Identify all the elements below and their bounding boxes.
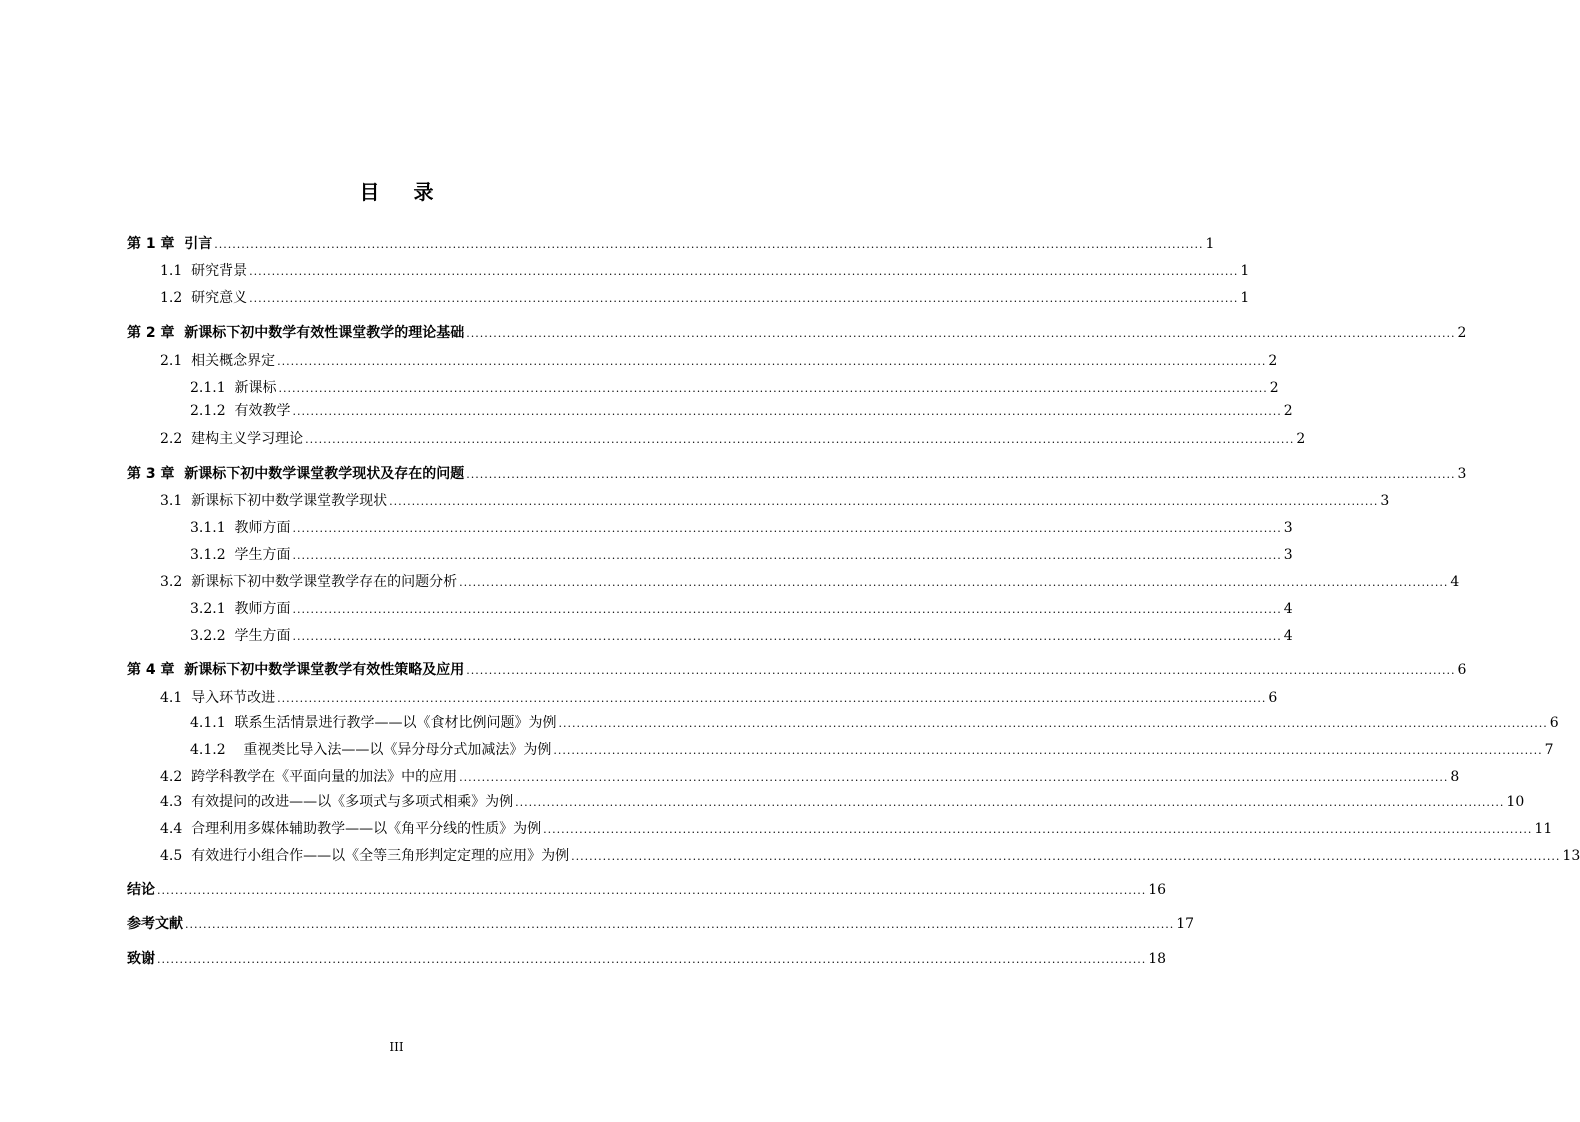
toc-entry[interactable] [190, 713, 1559, 733]
toc-entry-label: 4.1 导入环节改进 [160, 690, 276, 706]
toc-entry-page-number: 3 [1283, 520, 1293, 536]
toc-entry[interactable] [160, 819, 1553, 839]
toc-entry[interactable] [127, 880, 1167, 900]
toc-entry-label: 2.1.1 新课标 [190, 380, 277, 396]
toc-entry-label: 3.2.2 学生方面 [190, 628, 291, 644]
toc-entry-label: 2.2 建构主义学习理论 [160, 431, 304, 447]
toc-entry-page-number: 4 [1283, 628, 1293, 644]
toc-entry-page-number: 6 [1549, 715, 1559, 731]
toc-entry-page-number: 11 [1534, 821, 1553, 837]
toc-entry-label: 4.4 合理利用多媒体辅助教学——以《角平分线的性质》为例 [160, 821, 542, 837]
toc-entry-label: 第 3 章 新课标下初中数学课堂教学现状及存在的问题 [127, 466, 465, 482]
toc-entry-label: 2.1 相关概念界定 [160, 353, 276, 369]
toc-entry[interactable] [127, 914, 1195, 934]
toc-entry-label: 4.1.1 联系生活情景进行教学——以《食材比例问题》为例 [190, 715, 557, 731]
toc-entry[interactable] [160, 688, 1278, 708]
toc-entry-page-number: 8 [1450, 769, 1460, 785]
toc-entry-page-number: 13 [1562, 848, 1580, 864]
toc-entry-page-number: 6 [1268, 690, 1278, 706]
toc-entry-label: 参考文献 [127, 916, 183, 932]
toc-dot-leader: ............................................................................................................................................................................................................................ [157, 884, 1147, 897]
page-number-footer: III [389, 1040, 404, 1054]
toc-title [0, 176, 793, 205]
toc-entry-label: 2.1.2 有效教学 [190, 403, 291, 419]
toc-entry[interactable] [127, 464, 1467, 484]
toc-entry-page-number: 6 [1457, 662, 1467, 678]
toc-entry-page-number: 18 [1148, 951, 1167, 967]
toc-dot-leader: ............................................................................................................................................................................................................................ [277, 692, 1267, 705]
toc-entry-page-number: 3 [1380, 493, 1390, 509]
toc-dot-leader: ............................................................................................................................................................................................................................ [157, 953, 1147, 966]
toc-dot-leader: ............................................................................................................................................................................................................................ [466, 664, 1456, 677]
toc-entry-page-number: 2 [1457, 325, 1467, 341]
toc-dot-leader: ............................................................................................................................................................................................................................ [515, 796, 1505, 809]
toc-entry-page-number: 10 [1506, 794, 1525, 810]
toc-entry-label: 4.5 有效进行小组合作——以《全等三角形判定定理的应用》为例 [160, 848, 570, 864]
toc-entry-label: 第 1 章 引言 [127, 236, 213, 252]
toc-entry-page-number: 1 [1205, 236, 1215, 252]
toc-dot-leader: ............................................................................................................................................................................................................................ [292, 549, 1282, 562]
toc-entry[interactable] [190, 401, 1293, 421]
toc-dot-leader: ............................................................................................................................................................................................................................ [553, 744, 1543, 757]
toc-entry[interactable] [190, 599, 1293, 619]
toc-entry[interactable] [160, 288, 1250, 308]
toc-dot-leader: ............................................................................................................................................................................................................................ [185, 918, 1175, 931]
toc-dot-leader: ............................................................................................................................................................................................................................ [543, 823, 1533, 836]
toc-entry-label: 结论 [127, 882, 155, 898]
toc-title-right: 录 [413, 180, 434, 204]
toc-entry-page-number: 1 [1240, 263, 1250, 279]
toc-entry-page-number: 2 [1268, 353, 1278, 369]
toc-entry-page-number: 4 [1283, 601, 1293, 617]
toc-entry[interactable] [160, 792, 1525, 812]
toc-entry[interactable] [127, 949, 1167, 969]
toc-dot-leader: ............................................................................................................................................................................................................................ [571, 850, 1561, 863]
toc-dot-leader: ............................................................................................................................................................................................................................ [292, 522, 1282, 535]
toc-entry[interactable] [160, 767, 1460, 787]
toc-entry-page-number: 2 [1283, 403, 1293, 419]
toc-entry-label: 3.2 新课标下初中数学课堂教学存在的问题分析 [160, 574, 458, 590]
toc-entry[interactable] [160, 572, 1460, 592]
toc-dot-leader: ............................................................................................................................................................................................................................ [558, 717, 1548, 730]
toc-entry-page-number: 17 [1176, 916, 1195, 932]
toc-entry[interactable] [190, 626, 1293, 646]
toc-entry-page-number: 4 [1450, 574, 1460, 590]
toc-entry[interactable] [160, 491, 1390, 511]
toc-dot-leader: ............................................................................................................................................................................................................................ [292, 630, 1282, 643]
toc-entry-label: 致谢 [127, 951, 155, 967]
toc-dot-leader: ............................................................................................................................................................................................................................ [278, 382, 1268, 395]
toc-entry[interactable] [127, 323, 1467, 343]
toc-entry-label: 3.2.1 教师方面 [190, 601, 291, 617]
toc-dot-leader: ............................................................................................................................................................................................................................ [305, 433, 1295, 446]
toc-entry-label: 第 4 章 新课标下初中数学课堂教学有效性策略及应用 [127, 662, 465, 678]
toc-entry-label: 第 2 章 新课标下初中数学有效性课堂教学的理论基础 [127, 325, 465, 341]
toc-entry-page-number: 7 [1544, 742, 1554, 758]
toc-entry-label: 3.1.1 教师方面 [190, 520, 291, 536]
toc-dot-leader: ............................................................................................................................................................................................................................ [466, 327, 1456, 340]
toc-entry-label: 1.2 研究意义 [160, 290, 248, 306]
toc-entry-label: 4.2 跨学科教学在《平面向量的加法》中的应用 [160, 769, 458, 785]
toc-dot-leader: ............................................................................................................................................................................................................................ [292, 603, 1282, 616]
toc-entry[interactable] [127, 660, 1467, 680]
toc-entry-page-number: 2 [1269, 380, 1279, 396]
toc-entry-label: 1.1 研究背景 [160, 263, 248, 279]
toc-dot-leader: ............................................................................................................................................................................................................................ [277, 355, 1267, 368]
toc-entry[interactable] [160, 351, 1278, 371]
toc-entry-label: 4.3 有效提问的改进——以《多项式与多项式相乘》为例 [160, 794, 514, 810]
toc-dot-leader: ............................................................................................................................................................................................................................ [466, 468, 1456, 481]
toc-dot-leader: ............................................................................................................................................................................................................................ [389, 495, 1379, 508]
toc-entry[interactable] [160, 261, 1250, 281]
toc-entry[interactable] [160, 846, 1580, 866]
toc-entry[interactable] [160, 429, 1306, 449]
toc-entry-page-number: 2 [1296, 431, 1306, 447]
toc-dot-leader: ............................................................................................................................................................................................................................ [214, 238, 1204, 251]
toc-entry[interactable] [190, 740, 1554, 760]
toc-entry-page-number: 3 [1457, 466, 1467, 482]
toc-entry[interactable] [190, 378, 1279, 398]
toc-dot-leader: ............................................................................................................................................................................................................................ [292, 405, 1282, 418]
toc-entry-page-number: 3 [1283, 547, 1293, 563]
toc-dot-leader: ............................................................................................................................................................................................................................ [459, 576, 1449, 589]
toc-entry-label: 4.1.2 重视类比导入法——以《异分母分式加减法》为例 [190, 742, 552, 758]
toc-dot-leader: ............................................................................................................................................................................................................................ [249, 265, 1239, 278]
toc-entry[interactable] [190, 545, 1293, 565]
toc-title-left: 目 [359, 180, 380, 204]
toc-dot-leader: ............................................................................................................................................................................................................................ [249, 292, 1239, 305]
toc-dot-leader: ............................................................................................................................................................................................................................ [459, 771, 1449, 784]
toc-entry-label: 3.1.2 学生方面 [190, 547, 291, 563]
toc-entry[interactable] [127, 234, 1215, 254]
toc-entry-page-number: 16 [1148, 882, 1167, 898]
toc-entry[interactable] [190, 518, 1293, 538]
toc-entry-page-number: 1 [1240, 290, 1250, 306]
toc-entry-label: 3.1 新课标下初中数学课堂教学现状 [160, 493, 388, 509]
